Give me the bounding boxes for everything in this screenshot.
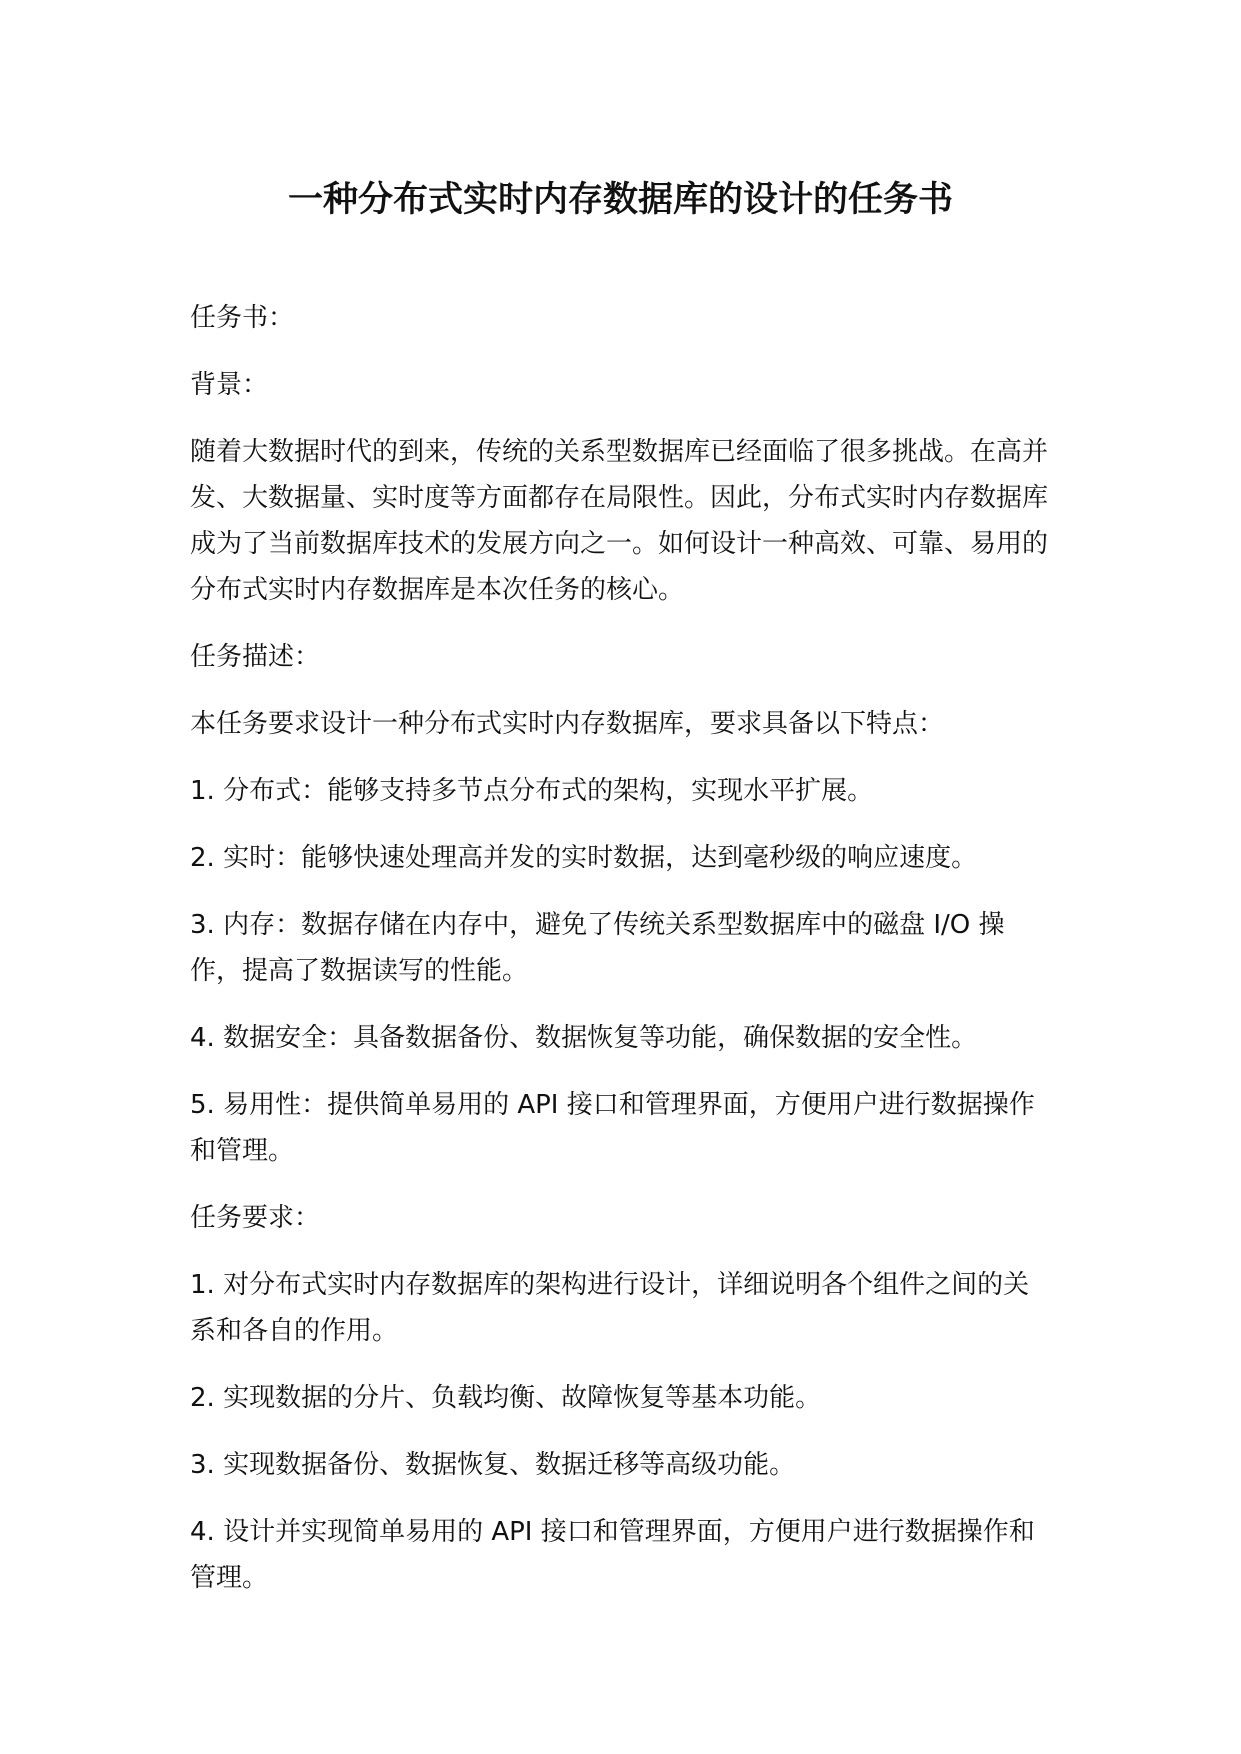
feature-item-memory: 3. 内存：数据存储在内存中，避免了传统关系型数据库中的磁盘 I/O 操作，提高了数据读写的性能。: [190, 910, 1005, 986]
section-heading-task-description: 任务描述：: [190, 642, 321, 672]
section-label-task-book: 任务书：: [190, 303, 295, 333]
feature-item-realtime: 2. 实时：能够快速处理高并发的实时数据，达到毫秒级的响应速度。: [190, 843, 978, 873]
requirement-item-api-interface: 4. 设计并实现简单易用的 API 接口和管理界面，方便用户进行数据操作和管理。: [190, 1517, 1035, 1593]
feature-item-data-security: 4. 数据安全：具备数据备份、数据恢复等功能，确保数据的安全性。: [190, 1023, 978, 1053]
requirement-item-architecture: 1. 对分布式实时内存数据库的架构进行设计，详细说明各个组件之间的关系和各自的作用。: [190, 1270, 1030, 1346]
requirement-item-advanced-functions: 3. 实现数据备份、数据恢复、数据迁移等高级功能。: [190, 1450, 796, 1480]
section-heading-task-requirements: 任务要求：: [190, 1203, 321, 1233]
feature-item-distributed: 1. 分布式：能够支持多节点分布式的架构，实现水平扩展。: [190, 776, 874, 806]
requirement-item-basic-functions: 2. 实现数据的分片、负载均衡、故障恢复等基本功能。: [190, 1383, 822, 1413]
document-title: 一种分布式实时内存数据库的设计的任务书: [287, 180, 953, 220]
background-paragraph: 随着大数据时代的到来，传统的关系型数据库已经面临了很多挑战。在高并发、大数据量、实时度等方面都存在局限性。因此，分布式实时内存数据库成为了当前数据库技术的发展方向之一。如何设计一种高效、可靠、易用的分布式实时内存数据库是本次任务的核心。: [190, 437, 1049, 605]
section-heading-background: 背景：: [190, 370, 269, 400]
task-description-intro: 本任务要求设计一种分布式实时内存数据库，要求具备以下特点：: [190, 709, 945, 739]
feature-item-usability: 5. 易用性：提供简单易用的 API 接口和管理界面，方便用户进行数据操作和管理。: [190, 1090, 1035, 1166]
document-body: [190, 295, 1052, 1622]
